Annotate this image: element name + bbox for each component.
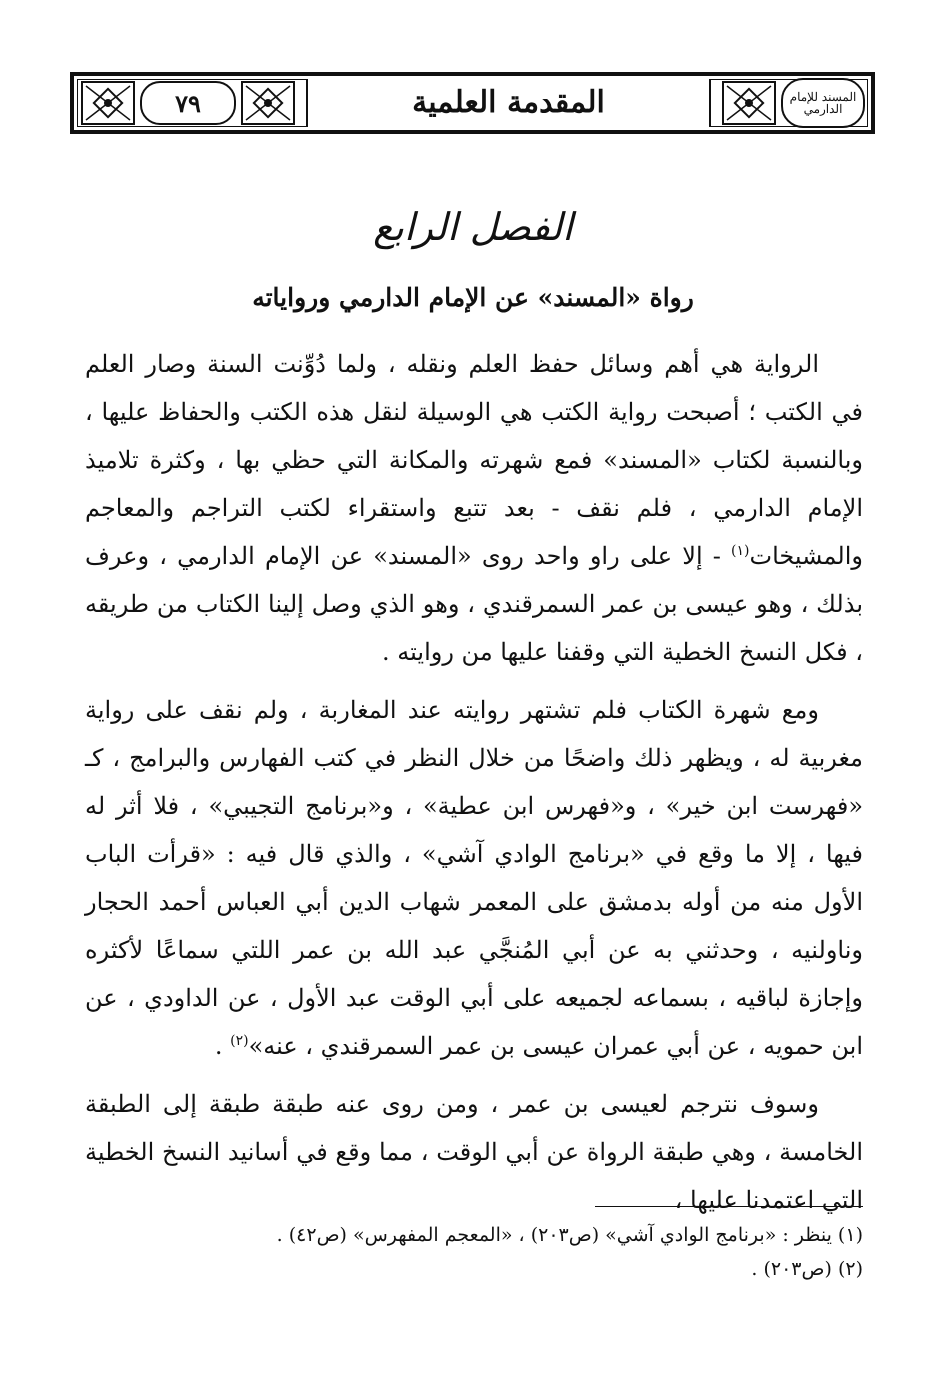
footnotes (85, 1218, 863, 1286)
ornament-icon (240, 80, 296, 126)
page-number: ٧٩ (140, 81, 236, 125)
footnote-ref[interactable]: (١) (731, 543, 750, 559)
header-right-group (721, 78, 865, 128)
paragraph: وسوف نترجم لعيسى بن عمر ، ومن روى عنه طبقة طبقة إلى الطبقة الخامسة ، وهي طبقة الرواة عن أبي الوقت ، مما وقع في أسانيد النسخ الخطية التي اعتمدنا عليها ، (85, 1090, 863, 1214)
running-title: المقدمة العلمية (306, 79, 711, 127)
body-text (85, 340, 863, 1234)
footnote-1: (١) ينظر : «برنامج الوادي آشي» (ص٢٠٣) ، «المعجم المفهرس» (ص٤٢) . (276, 1224, 863, 1246)
header-left-group (80, 80, 296, 126)
ornament-icon (80, 80, 136, 126)
footnote-divider (595, 1206, 863, 1207)
footnote-ref[interactable]: (٢) (230, 1033, 249, 1049)
book-emblem (781, 78, 865, 128)
emblem-text: المسند للإمام الدارمي (789, 90, 857, 116)
paragraph: ومع شهرة الكتاب فلم تشتهر روايته عند المغاربة ، ولم نقف على رواية مغربية له ، ويظهر ذلك واضحًا من خلال النظر في كتب الفهارس والبرامج ، كـ «فهرست ابن خير» ، و«فهرس ابن عطية» ، و«برنامج التجيبي» ، فلا أثر له فيها ، إلا ما وقع في «برنامج الوادي آشي» ، والذي قال فيه : «قرأت الباب الأول منه من أوله بدمشق على المعمر شهاب الدين أبي العباس أحمد الحجار وناولنيه ، وحدثني به عن أبي المُنجَّي عبد الله بن عمر اللتي سماعًا لأكثره وإجازة لباقيه ، بسماعه لجميعه على أبي الوقت عبد الأول ، عن الداودي ، عن ابن حمويه ، عن أبي عمران عيسى بن عمر السمرقندي ، عنه»$^{(٢)}$ . (85, 696, 863, 1060)
ornament-icon (721, 80, 777, 126)
paragraph: الرواية هي أهم وسائل حفظ العلم ونقله ، ولما دُوِّنت السنة وصار العلم في الكتب ؛ أصبحت رواية الكتب هي الوسيلة لنقل هذه الكتب والحفاظ عليها ، وبالنسبة لكتاب «المسند» فمع شهرته والمكانة التي حظي بها ، وكثرة تلاميذ الإمام الدارمي ، فلم نقف - بعد تتبع واستقراء لكتب التراجم والمعاجم والمشيخات$^{(١)}$ - إلا على راو واحد روى «المسند» عن الإمام الدارمي ، وعرف بذلك ، وهو عيسى بن عمر السمرقندي ، وهو الذي وصل إلينا الكتاب من طريقه ، فكل النسخ الخطية التي وقفنا عليها من روايته . (85, 350, 863, 666)
chapter-title: الفصل الرابع (373, 205, 573, 249)
section-title: رواة «المسند» عن الإمام الدارمي ورواياته (252, 283, 694, 312)
footnote-2: (٢) (ص٢٠٣) . (751, 1258, 863, 1280)
page-header (70, 72, 875, 134)
